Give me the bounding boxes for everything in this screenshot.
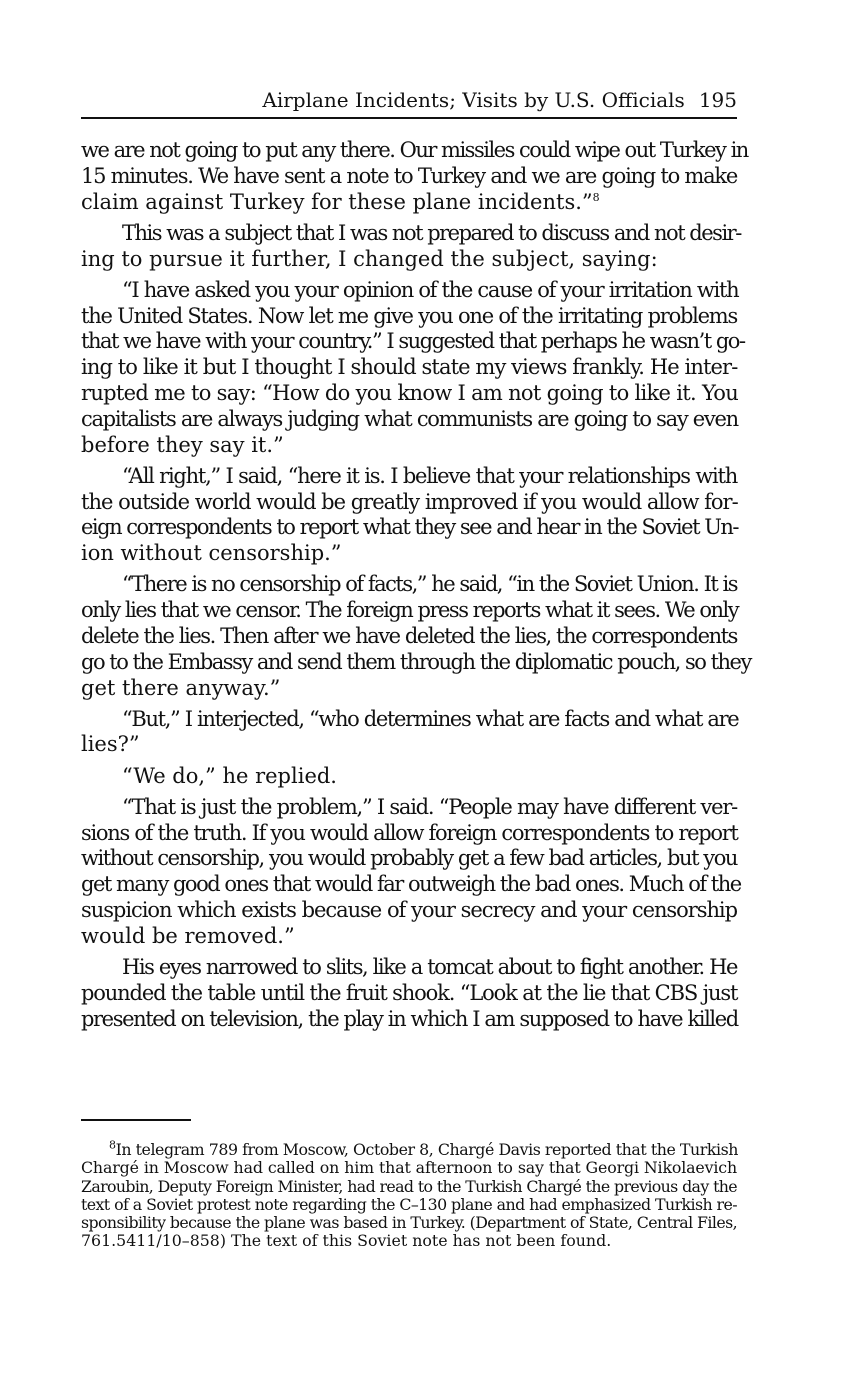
line-text: In telegram 789 from Moscow, October 8, Chargé Davis reported that the Turkish xyxy=(115,1140,738,1159)
paragraph xyxy=(81,138,748,215)
text-line: go to the Embassy and send them through the diplomatic pouch, so they xyxy=(81,649,751,674)
footnote-number: 8 xyxy=(109,1138,116,1152)
header-rule xyxy=(81,117,737,119)
footnote-line: text of a Soviet protest note regarding the C–130 plane and had emphasized Turkish re- xyxy=(81,1194,737,1214)
text-line: sions of the truth. If you would allow foreign correspondents to report xyxy=(81,820,738,845)
footnote-line: sponsibility because the plane was based in Turkey. (Department of State, Central Files, xyxy=(81,1213,737,1233)
text-line: rupted me to say: “How do you know I am not going to like it. You xyxy=(81,380,739,405)
running-title: Airplane Incidents; Visits by U.S. Officials xyxy=(262,88,685,112)
text-line: His eyes narrowed to slits, like a tomcat about to fight another. He xyxy=(122,955,737,980)
text-line: “All right,” I said, “here it is. I believe that your relationships with xyxy=(122,463,737,488)
text-line: delete the lies. Then after we have deleted the lies, the correspondents xyxy=(81,623,737,648)
text-line: capitalists are always judging what communists are going to say even xyxy=(81,406,738,431)
paragraph xyxy=(81,220,741,273)
line-text: claim against Turkey for these plane incidents.” xyxy=(81,189,593,214)
text-line: This was a subject that I was not prepared to discuss and not desir- xyxy=(122,220,741,245)
text-line: before they say it.” xyxy=(81,432,284,457)
text-line: the outside world would be greatly improved if you would allow for- xyxy=(81,489,738,514)
text-line: 15 minutes. We have sent a note to Turkey and we are going to make xyxy=(81,163,738,188)
text-line: only lies that we censor. The foreign press reports what it sees. We only xyxy=(81,598,739,623)
footnote-rule xyxy=(81,1119,191,1121)
paragraph xyxy=(81,955,737,1032)
text-line: ing to like it but I thought I should state my views frankly. He inter- xyxy=(81,355,738,380)
text-line: would be removed.” xyxy=(81,923,295,948)
page-number: 195 xyxy=(698,88,737,112)
paragraph xyxy=(81,572,751,701)
text-line: “We do,” he replied. xyxy=(122,763,337,788)
text-line: “But,” I interjected, “who determines what are facts and what are xyxy=(122,706,739,731)
text-line: that we have with your country.” I suggested that perhaps he wasn’t go- xyxy=(81,329,745,354)
text-line: get many good ones that would far outweigh the bad ones. Much of the xyxy=(81,872,741,897)
text-line: “I have asked you your opinion of the cause of your irritation with xyxy=(122,277,739,302)
text-line xyxy=(81,190,737,216)
running-header xyxy=(81,86,737,114)
footnote-reference: 8 xyxy=(592,190,600,204)
footnote-line: 761.5411/10–858) The text of this Soviet note has not been found. xyxy=(81,1231,612,1251)
paragraph xyxy=(81,464,737,567)
text-line: ing to pursue it further, I changed the subject, saying: xyxy=(81,246,658,271)
text-line: “There is no censorship of facts,” he said, “in the Soviet Union. It is xyxy=(122,572,737,597)
body-text xyxy=(81,138,751,1032)
text-line: ion without censorship.” xyxy=(81,541,342,566)
footnote xyxy=(81,1138,738,1251)
text-line: the United States. Now let me give you one of the irritating problems xyxy=(81,303,737,328)
text-line: eign correspondents to report what they see and hear in the Soviet Un- xyxy=(81,515,739,540)
text-line: presented on television, the play in which I am supposed to have killed xyxy=(81,1006,738,1031)
text-line: pounded the table until the fruit shook. “Look at the lie that CBS just xyxy=(81,980,738,1005)
paragraph xyxy=(81,707,737,759)
footnote-line: Chargé in Moscow had called on him that afternoon to say that Georgi Nikolaevich xyxy=(81,1158,737,1178)
footnote-line: Zaroubin, Deputy Foreign Minister, had read to the Turkish Chargé the previous day the xyxy=(81,1176,737,1196)
text-line: get there anyway.” xyxy=(81,675,281,700)
paragraph xyxy=(81,277,745,459)
paragraph xyxy=(81,794,741,950)
text-line: without censorship, you would probably get a few bad articles, but you xyxy=(81,846,737,871)
text-line: lies?” xyxy=(81,732,140,757)
text-line: “That is just the problem,” I said. “People may have different ver- xyxy=(122,794,737,819)
text-line: suspicion which exists because of your secrecy and your censorship xyxy=(81,898,737,923)
text-line: we are not going to put any there. Our missiles could wipe out Turkey in xyxy=(81,138,748,162)
footnote-line xyxy=(81,1138,738,1159)
paragraph xyxy=(81,764,737,790)
